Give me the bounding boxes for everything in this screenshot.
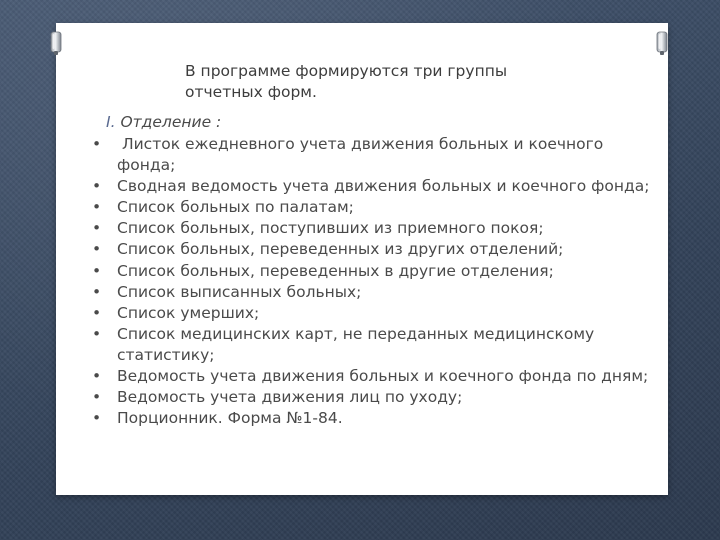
list-item <box>92 324 652 366</box>
list-item <box>92 261 652 282</box>
list-item-text: Список умерших; <box>117 303 260 322</box>
bullet-icon: • <box>92 198 102 217</box>
list-item <box>92 176 652 197</box>
list-item <box>92 239 652 260</box>
slide-title: В программе формируются три группы отчетных форм. <box>185 62 508 101</box>
list-item-text: Список больных, переведенных из других отделений; <box>117 240 564 259</box>
pushpin-icon <box>48 30 64 56</box>
list-item <box>92 218 652 239</box>
section-label: Отделение : <box>120 113 222 131</box>
list-item-text: Список больных, поступивших из приемного покоя; <box>117 219 544 238</box>
list-item <box>92 408 652 429</box>
list-item-text: Список больных по палатам; <box>117 198 354 217</box>
list-item <box>92 366 652 387</box>
bullet-icon: • <box>92 135 102 153</box>
list-item <box>92 282 652 303</box>
bullet-icon: • <box>92 409 102 428</box>
bullet-icon: • <box>92 324 102 343</box>
bullet-icon: • <box>92 219 102 238</box>
list-item <box>92 197 652 218</box>
bullet-icon: • <box>92 177 102 196</box>
list-item-text: Список медицинских карт, не переданных медицинскому статистику; <box>117 324 595 364</box>
list-item <box>92 303 652 324</box>
list-item <box>92 134 652 176</box>
bullet-icon: • <box>92 367 102 386</box>
bullet-icon: • <box>92 261 102 280</box>
section-number: I. <box>106 113 116 131</box>
list-item-text: Порционник. Форма №1-84. <box>117 409 343 428</box>
list-item-text: Листок ежедневного учета движения больных и коечного фонда; <box>117 135 609 175</box>
bullet-icon: • <box>92 303 102 322</box>
list-item-text: Список больных, переведенных в другие отделения; <box>117 261 554 280</box>
bullet-icon: • <box>92 282 102 301</box>
bullet-icon: • <box>92 240 102 259</box>
list-item-text: Сводная ведомость учета движения больных и коечного фонда; <box>117 177 650 196</box>
pushpin-icon <box>654 30 670 56</box>
list-item-text: Ведомость учета движения больных и коечного фонда по дням; <box>117 367 649 386</box>
list-item-text: Список выписанных больных; <box>117 282 362 301</box>
list-item <box>92 387 652 408</box>
bullet-icon: • <box>92 388 102 407</box>
section-heading <box>106 112 221 132</box>
list-item-text: Ведомость учета движения лиц по уходу; <box>117 388 463 407</box>
report-forms-list <box>92 134 652 429</box>
